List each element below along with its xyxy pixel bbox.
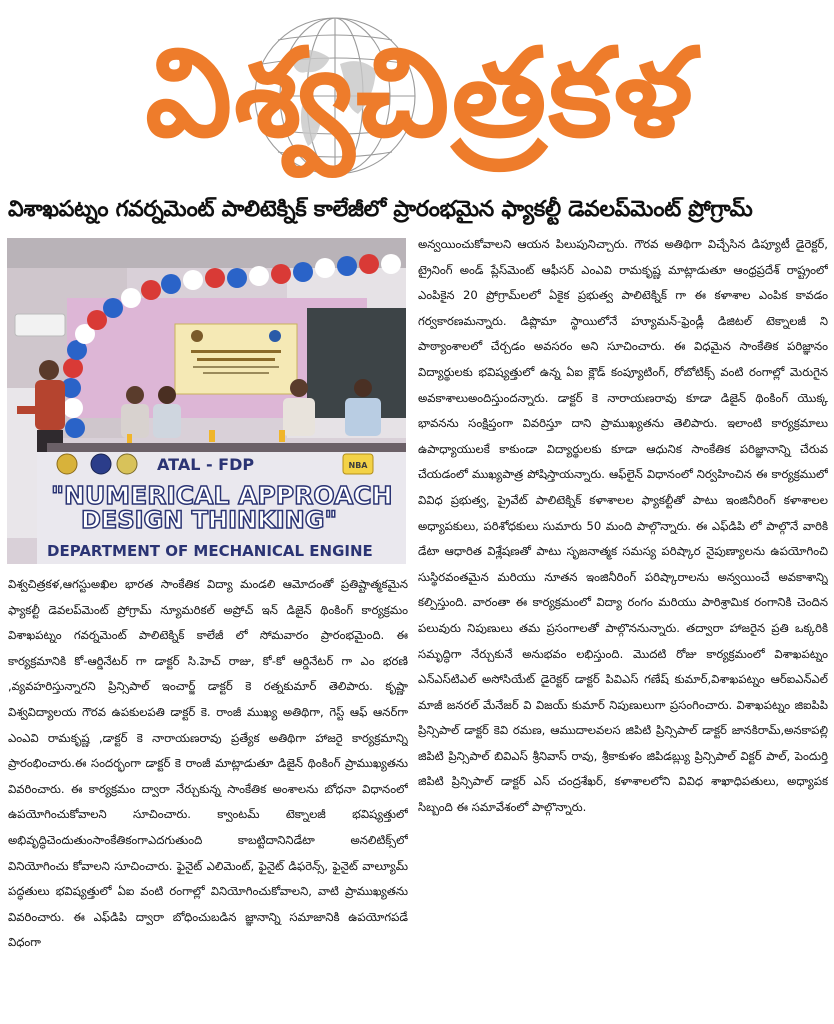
- photo-banner-line1: ATAL - FDP: [157, 455, 255, 474]
- article-column-right: [418, 232, 828, 1022]
- photo-banner-line4: DEPARTMENT OF MECHANICAL ENGINE: [47, 542, 373, 560]
- masthead-title: విశ్వచిత్రకళ: [145, 22, 695, 164]
- event-photo-scene: [7, 238, 406, 564]
- article-column-left: [8, 572, 408, 1020]
- headline: విశాఖపట్నం గవర్నమెంట్ పాలిటెక్నిక్ కాలేజీలో ప్రారంభమైన ఫ్యాకల్టీ డెవలప్‌మెంట్ ప్రోగ్రామ్: [8, 197, 753, 222]
- article-text-right: అన్వయించుకోవాలని ఆయన పిలుపునిచ్చారు. గౌరవ అతిథిగా విచ్చేసిన డిప్యూటీ డైరెక్టర్, ట్రైనింగ్ అండ్ ప్లేస్‌మెంట్ ఆఫీసర్ ఎంఎవి రామకృష్ణ మాట్లాడుతూ ఆంధ్రప్రదేశ్ రాష్ట్రంలో ఎంపికైన 20 ప్రోగ్రామ్‌లలో ఏకైక ప్రభుత్వ పాలిటెక్నిక్ గా ఈ కళాశాల ఎంపిక కావడం గర్వకారణమన్నారు. డిప్లొమా స్థాయిలోనే హ్యూమన్-ఫ్రెండ్లీ డిజిటల్ టెక్నాలజీ ని పాఠ్యాంశాలలో చేర్చడం అవసరం అని సూచించారు. ఈ విధమైన సాంకేతిక పరిజ్ఞానం విద్యార్థులకు భవిష్యత్తులో ఉన్న ఏఐ క్లౌడ్ కంప్యూటింగ్, రోబోటిక్స్ వంటి రంగాల్లో మెరుగైన అవకాశాలుఅందిస్తుందన్నారు. డాక్టర్ కె నారాయణరావు కూడా డిజైన్ థింకింగ్ యొక్క భావనను సంక్షిప్తంగా వివరిస్తూ దాని ప్రాముఖ్యతను తెలిపారు. ఇలాంటి కార్యక్రమాలు ఉపాధ్యాయులకే కాకుండా విద్యార్థులకు కూడా ఆధునిక సాంకేతిక పరిజ్ఞానాన్ని చేరువ చేయడంలో ముఖ్యపాత్ర పోషిస్తాయన్నారు. ఆఫ్‌లైన్ విధానంలో నిర్వహించిన ఈ కార్యక్రములో వివిధ ప్రభుత్వ, ప్రైవేట్ పాలిటెక్నిక్ కళాశాలల ఫ్యాకల్టీతో పాటు ఇంజినీరింగ్ కళాశాలల అధ్యాపకులు, పరిశోధకులు సుమారు 50 మంది పాల్గొన్నారు. ఈ ఎఫ్‌డిపి లో పాల్గొనే వారికి డేటా ఆధారిత విశ్లేషణతో పాటు సృజనాత్మక సమస్య పరిష్కార నైపుణ్యాలను ఉపయోగించి సుస్థిరవంతమైన మరియు నూతన ఇంజినీరింగ్ పరిష్కారాలను అన్వయించే అవకాశాన్ని కల్పిస్తుంది. వారంతా ఈ కార్యక్రమంలో విద్యా రంగం మరియు పారిశ్రామిక రంగానికి చెందిన పలువురు నిపుణులు తమ ప్రసంగాలతో పాల్గొననున్నారు. తద్వారా హాజరైన ప్రతి ఒక్కరికి సమృద్ధిగా నేర్చుకునే అనుభవం లభిస్తుంది. మొదటి రోజు కార్యక్రమంలో విశాఖపట్నం ఎన్‌ఎస్‌టిఎల్ అసోసియేట్ డైరెక్టర్ డాక్టర్ పివిఎస్ గణేష్ కుమార్,విశాఖపట్నం ఆర్‌ఐఎన్‌ఎల్ మాజీ జనరల్ మేనేజర్ వి విజయ్ కుమార్ నిపుణులుగా ప్రసంగించారు. విశాఖపట్నం జిఐపిపి ప్రిన్సిపాల్ డాక్టర్ కెవి రమణ, ఆముదాలవలస జిపిటి ప్రిన్సిపాల్ డాక్టర్ జానకిరామ్,అనకాపల్లి జిపిటి ప్రిన్సిపాల్ బివిఎస్ శ్రీనివాస్ రావు, శ్రీకాకుళం జిపిడబ్ల్యు ప్రిన్సిపాల్ విక్టర్ పాల్, పెందుర్తి జిపిటి ప్రిన్సిపాల్ డాక్టర్ ఎస్ చంద్రశేఖర్, కళాశాలలోని వివిధ శాఖాధిపతులు, అధ్యాపక సిబ్బంది ఈ సమావేశంలో పాల్గొన్నారు.: [418, 237, 828, 815]
- photo-banner-line3: DESIGN THINKING": [81, 506, 337, 534]
- photo-banner-line2: "NUMERICAL APPROACH: [51, 481, 393, 510]
- article-text-left: విశ్వచిత్రకళ,ఆగస్టుఅఖిల భారత సాంకేతిక విద్యా మండలి ఆమోదంతో ప్రతిష్టాత్మకమైన ఫ్యాకల్టీ డెవలప్‌మెంట్ ప్రోగ్రామ్ న్యూమరికల్ అప్రోచ్ ఇన్ డిజైన్ థింకింగ్ కార్యక్రమం విశాఖపట్నం గవర్నమెంట్ పాలిటెక్నిక్ కాలేజీ లో సోమవారం ప్రారంభమైంది. ఈ కార్యక్రమానికి కో-ఆర్డినేటర్ గా డాక్టర్ సి.హెచ్ రాజు, కో-కో ఆర్డినేటర్ గా ఎం భరణి ,వ్యవహరిస్తున్నారని ప్రిన్సిపాల్ ఇంచార్జ్ డాక్టర్ కె రత్నకుమార్ తెలిపారు. కృష్ణా విశ్వవిద్యాలయ గౌరవ ఉపకులపతి డాక్టర్ కె. రాంజీ ముఖ్య అతిథిగా, గెస్ట్ ఆఫ్ ఆనర్‌గా ఎంఎవి రామకృష్ణ ,డాక్టర్ కె నారాయణరావు ప్రత్యేక అతిథిగా హాజరై కార్యక్రమాన్ని ప్రారంభించారు.ఈ సందర్భంగా డాక్టర్ కె రాంజీ మాట్లాడుతూ డిజైన్ థింకింగ్ ప్రాముఖ్యతను వివరించారు. ఈ కార్యక్రమం ద్వారా నేర్చుకున్న సాంకేతిక అంశాలను బోధనా విధానంలో ఉపయోగించుకోవాలని సూచించారు. క్వాంటమ్ టెక్నాలజీ భవిష్యత్తులో అభివృద్ధిచెందుతుంసాంకేతికంగాఎదగుతుంది కాబట్టిదానినిడేటా అనలిటిక్స్‌లో వినియోగించు కోవాలని సూచించారు. ఫైనైట్ ఎలిమెంట్, ఫైనైట్ డిఫరెన్స్, ఫైనైట్ వాల్యూమ్ పద్ధతులు భవిష్యత్తులో ఏఐ వంటి రంగాల్లో వినియోగించుకోవాలని, వాటి ప్రాముఖ్యతను వివరించారు. ఈ ఎఫ్‌డిపి ద్వారా బోధించుబడిన జ్ఞానాన్ని సమాజానికి ఉపయోగపడే విధంగా: [8, 577, 408, 950]
- photo-badge: NBA: [348, 461, 368, 470]
- event-photo: [7, 238, 406, 564]
- masthead: [0, 0, 834, 180]
